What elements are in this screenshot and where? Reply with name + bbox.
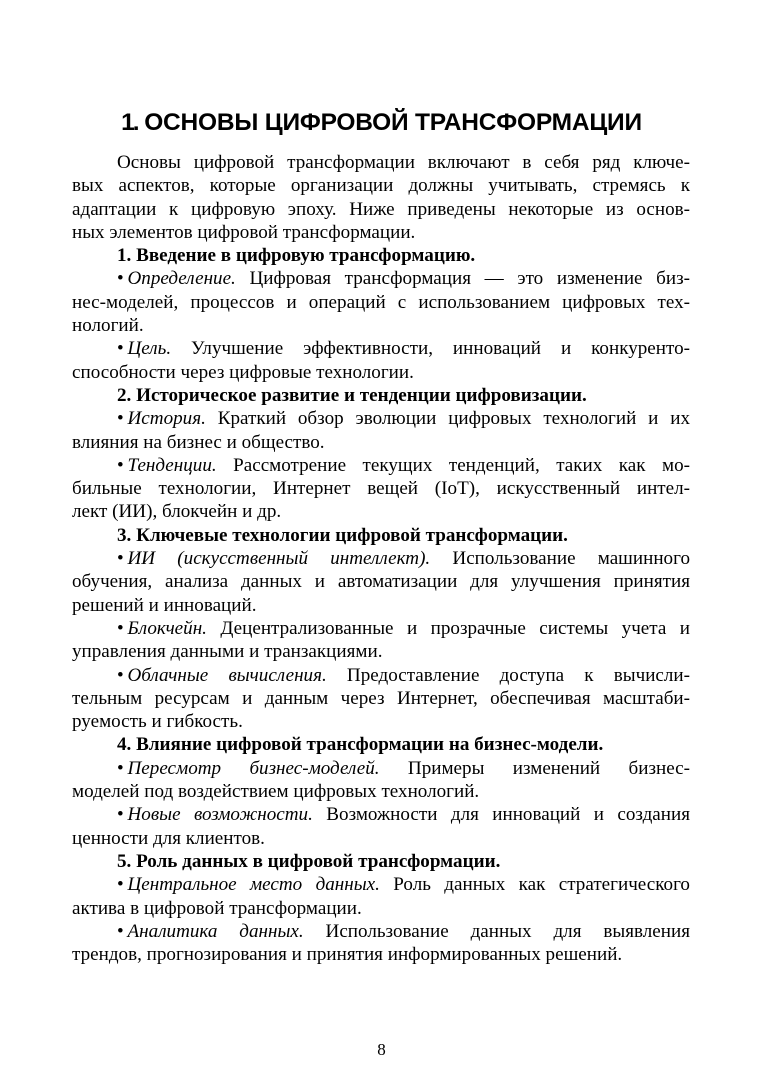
bullet-first-line — [72, 664, 690, 687]
bullet-line: нологий. — [72, 315, 144, 337]
bullet-line: трендов, прогнозирования и принятия информированных решений. — [72, 944, 623, 966]
bullet-term: Облачные вычисления. — [127, 664, 327, 686]
bullet-text: Использование данных для выявления — [325, 920, 691, 942]
page-number: 8 — [377, 1040, 386, 1059]
bullet-text: Возможности для инноваций и создания — [326, 804, 690, 826]
intro-line: адаптации к цифровую эпоху. Ниже приведены некоторые из основ- — [72, 198, 690, 220]
bullet-item — [72, 803, 690, 850]
bullet-marker: • — [117, 804, 124, 826]
bullet-text: Использование машинного — [452, 548, 690, 570]
bullet-line: обучения, анализа данных и автоматизации для улучшения принятия — [72, 571, 690, 593]
bullet-marker: • — [117, 874, 124, 896]
bullet-item — [72, 337, 690, 384]
bullet-marker: • — [117, 920, 124, 942]
bullet-text: Рассмотрение текущих тенденций, таких как мо- — [233, 454, 690, 476]
bullet-term: Новые возможности. — [127, 804, 313, 826]
bullet-marker: • — [117, 548, 124, 570]
section-heading: 4. Влияние цифровой трансформации на бизнес-модели. — [117, 734, 604, 756]
bullet-marker: • — [117, 454, 124, 476]
intro-line: Основы цифровой трансформации включают в себя ряд ключе- — [117, 152, 690, 173]
bullet-text: Предоставление доступа к вычисли- — [346, 664, 690, 686]
bullet-term: Аналитика данных. — [127, 920, 304, 942]
bullet-term: Тенденции. — [127, 454, 217, 476]
bullet-text: Децентрализованные и прозрачные системы учета и — [220, 617, 690, 639]
bullet-line: влияния на бизнес и общество. — [72, 431, 325, 453]
bullet-item — [72, 664, 690, 734]
bullet-first-line — [72, 873, 690, 896]
chapter-body — [72, 151, 690, 966]
bullet-text: Краткий обзор эволюции цифровых технологий и их — [217, 408, 690, 430]
bullet-item — [72, 757, 690, 804]
bullet-term: Цель. — [127, 338, 172, 360]
bullet-term: Пересмотр бизнес-моделей. — [127, 757, 380, 779]
bullet-text: Роль данных как стратегического — [393, 874, 690, 896]
bullet-line: ценности для клиентов. — [72, 827, 265, 849]
section-heading: 1. Введение в цифровую трансформацию. — [117, 245, 476, 267]
bullet-first-line — [72, 267, 690, 290]
bullet-text: Цифровая трансформация — это изменение биз- — [249, 268, 690, 290]
bullet-line: бильные технологии, Интернет вещей (IoT), искусственный интел- — [72, 478, 690, 500]
bullet-line: решений и инноваций. — [72, 594, 257, 616]
bullet-marker: • — [117, 338, 124, 360]
bullet-term: Центральное место данных. — [127, 874, 380, 896]
bullet-line: тельным ресурсам и данным через Интернет, обеспечивая масштаби- — [72, 687, 690, 709]
bullet-marker: • — [117, 268, 124, 290]
chapter-number: 1. — [121, 109, 138, 136]
bullet-item — [72, 407, 690, 454]
bullet-first-line — [72, 337, 690, 360]
bullet-line: моделей под воздействием цифровых технологий. — [72, 781, 480, 803]
bullet-marker: • — [117, 757, 124, 779]
bullet-text: Улучшение эффективности, инноваций и конкуренто- — [191, 338, 690, 360]
bullet-line: управления данными и транзакциями. — [72, 641, 383, 663]
bullet-item — [72, 920, 690, 967]
bullet-marker: • — [117, 617, 124, 639]
bullet-term: История. — [127, 408, 206, 430]
section-heading: 2. Историческое развитие и тенденции цифровизации. — [117, 384, 587, 406]
bullet-marker: • — [117, 408, 124, 430]
bullet-text: Примеры изменений бизнес- — [407, 757, 690, 779]
bullet-item — [72, 267, 690, 337]
bullet-line: актива в цифровой трансформации. — [72, 897, 362, 919]
intro-line: вых аспектов, которые организации должны учитывать, стремясь к — [72, 175, 690, 197]
bullet-first-line — [72, 547, 690, 570]
bullet-line: руемость и гибкость. — [72, 711, 243, 733]
intro-paragraph — [72, 151, 690, 244]
bullet-line: нес-моделей, процессов и операций с использованием цифровых тех- — [72, 291, 690, 313]
section-heading: 3. Ключевые технологии цифровой трансформации. — [117, 524, 568, 546]
bullet-line: способности через цифровые технологии. — [72, 361, 414, 383]
bullet-term: Блокчейн. — [127, 617, 207, 639]
chapter-title-text: ОСНОВЫ ЦИФРОВОЙ ТРАНСФОРМАЦИИ — [144, 109, 642, 136]
bullet-line: лект (ИИ), блокчейн и др. — [72, 501, 282, 523]
bullet-first-line — [72, 757, 690, 780]
section-heading: 5. Роль данных в цифровой трансформации. — [117, 850, 501, 872]
bullet-item — [72, 617, 690, 664]
chapter-title — [0, 107, 763, 139]
bullet-item — [72, 547, 690, 617]
bullet-item — [72, 454, 690, 524]
bullet-first-line — [72, 407, 690, 430]
bullet-term: ИИ (искусственный интеллект). — [127, 548, 431, 570]
bullet-marker: • — [117, 664, 124, 686]
bullet-term: Определение. — [127, 268, 236, 290]
bullet-first-line — [72, 803, 690, 826]
intro-line: ных элементов цифровой трансформации. — [72, 221, 416, 243]
bullet-first-line — [72, 617, 690, 640]
bullet-item — [72, 873, 690, 920]
bullet-first-line — [72, 920, 690, 943]
bullet-first-line — [72, 454, 690, 477]
